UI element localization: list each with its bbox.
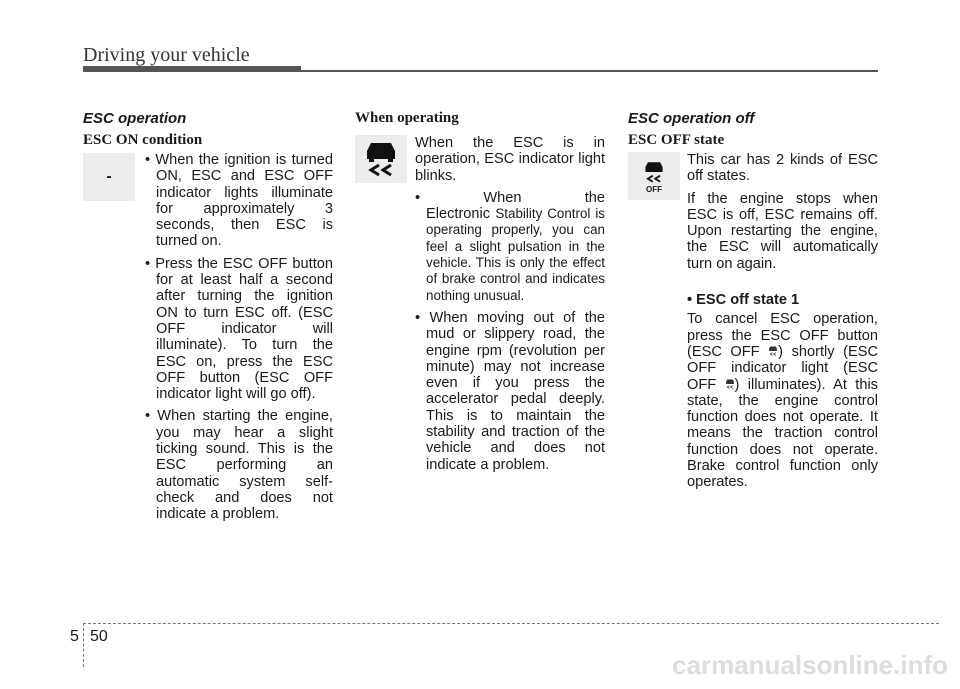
- header-rule: [301, 70, 878, 72]
- esc-off-inline-icon: [768, 344, 778, 358]
- when-operating-text: [415, 135, 605, 479]
- state1-title: • ESC off state 1: [687, 292, 800, 309]
- p3-c: ) illuminates). At this state, the engine control function does not operate. It means the traction control function does not operate. Brake control function only operates.: [687, 376, 878, 491]
- p3-a: To cancel ESC operation, press the ESC OFF button (ESC OFF: [687, 311, 878, 360]
- p3: [687, 311, 878, 490]
- section-header: Driving your vehicle: [83, 44, 250, 66]
- esc-skid-icon: [355, 135, 407, 183]
- bullet-1: [415, 190, 605, 304]
- page-number: 50: [90, 628, 108, 645]
- esc-off-icon: [628, 152, 680, 200]
- chapter-number: 5: [70, 628, 79, 645]
- esc-operation-heading: ESC operation: [83, 110, 187, 127]
- bullet-2: • Press the ESC OFF button for at least half a second after turning the ignition ON to turn ESC off. (ESC OFF indicator will illuminate). To turn the ESC on, press the ESC OFF button (ESC OFF indicator light will go off).: [145, 255, 333, 403]
- p1: This car has 2 kinds of ESC off states.: [687, 152, 878, 185]
- bullet-1: • When the ignition is turned ON, ESC and ESC OFF indicator lights illuminate for approximately 3 seconds, then ESC is turned on.: [145, 152, 333, 250]
- esc-on-text: [145, 152, 333, 529]
- bullet-3: • When starting the engine, you may hear a slight ticking sound. This is the ESC performing an automatic system self-check and does not indicate a problem.: [145, 408, 333, 523]
- footer-divider: [83, 623, 84, 667]
- bullet-1-start: • When the Electronic: [415, 189, 605, 223]
- watermark: carmanualsonline.info: [672, 650, 948, 680]
- p2: If the engine stops when ESC is off, ESC remains off. Upon restarting the engine, the ESC will automatically turn on again.: [687, 190, 878, 272]
- bullet-2: • When moving out of the mud or slippery road, the engine rpm (revolution per minute) may not increase even if you press the accelerator pedal deeply. This is to maintain the stability and traction of the vehicle and does not indicate a problem.: [415, 309, 605, 473]
- esc-on-condition-heading: ESC ON condition: [83, 132, 203, 148]
- esc-off-inline-icon: [725, 377, 735, 391]
- intro: When the ESC is in operation, ESC indicator light blinks.: [415, 135, 605, 184]
- indicator-placeholder: [83, 153, 135, 201]
- when-operating-heading: When operating: [355, 110, 459, 126]
- esc-off-heading: ESC operation off: [628, 110, 755, 127]
- footer-rule: [83, 623, 939, 624]
- indicator-label: -: [106, 168, 112, 185]
- bullet-1-rest: Stability Control is operating properly, you can feel a slight pulsation in the vehicle. This is only the effect of brake control and indicates nothing unusual.: [426, 206, 605, 303]
- p3-b: ) shortly (ESC OFF indicator light (ESC OFF: [687, 343, 878, 393]
- esc-off-text: [687, 152, 878, 497]
- off-label: OFF: [646, 184, 662, 194]
- esc-off-state-heading: ESC OFF state: [628, 132, 725, 148]
- header-bar: [83, 66, 301, 72]
